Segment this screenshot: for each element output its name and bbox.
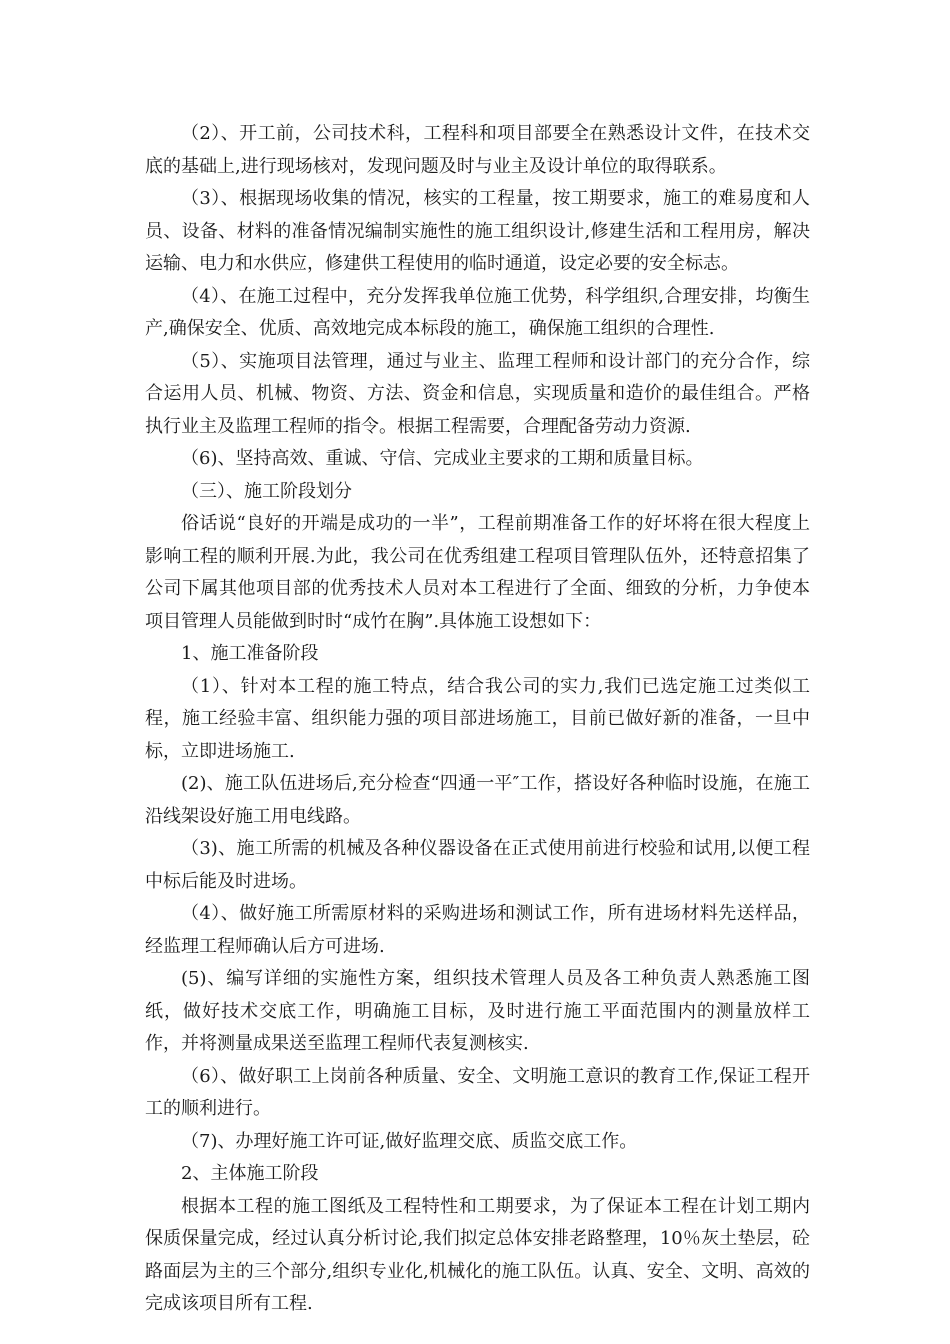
section-heading: （三）、施工阶段划分 — [181, 480, 352, 502]
paragraph: （4）、做好施工所需原材料的采购进场和测试工作，所有进场材料先送样品，经监理工程师确认后方可进场. — [145, 903, 810, 957]
subsection-heading: 1、施工准备阶段 — [181, 643, 319, 664]
paragraph: （5）、实施项目法管理，通过与业主、监理工程师和设计部门的充分合作，综合运用人员、机械、物资、方法、资金和信息，实现质量和造价的最佳组合。严格执行业主及监理工程师的指令。根据工程需要，合理配备劳动力资源. — [145, 350, 810, 437]
paragraph: （4）、在施工过程中，充分发挥我单位施工优势，科学组织,合理安排，均衡生产,确保安全、优质、高效地完成本标段的施工，确保施工组织的合理性. — [145, 285, 810, 339]
paragraph: （1）、针对本工程的施工特点，结合我公司的实力,我们已选定施工过类似工程，施工经验丰富、组织能力强的项目部进场施工，目前已做好新的准备，一旦中标，立即进场施工. — [145, 675, 810, 762]
paragraph: （6）、做好职工上岗前各种质量、安全、文明施工意识的教育工作,保证工程开工的顺利进行。 — [145, 1065, 810, 1119]
paragraph: （3)、施工所需的机械及各种仪器设备在正式使用前进行校验和试用,以便工程中标后能及时进场。 — [145, 838, 810, 892]
paragraph: （2）、开工前，公司技术科，工程科和项目部要全在熟悉设计文件，在技术交底的基础上,进行现场核对，发现问题及时与业主及设计单位的取得联系。 — [145, 123, 810, 177]
document-body — [145, 118, 810, 1321]
paragraph: 根据本工程的施工图纸及工程特性和工期要求，为了保证本工程在计划工期内保质保量完成，经过认真分析讨论,我们拟定总体安排老路整理，10％灰土垫层，砼路面层为主的三个部分,组织专业化,机械化的施工队伍。认真、安全、文明、高效的完成该项目所有工程. — [145, 1195, 810, 1314]
subsection-heading: 2、主体施工阶段 — [181, 1163, 319, 1184]
paragraph: (5)、编写详细的实施性方案，组织技术管理人员及各工种负责人熟悉施工图纸，做好技术交底工作，明确施工目标，及时进行施工平面范围内的测量放样工作，并将测量成果送至监理工程师代表复测核实. — [145, 968, 810, 1054]
paragraph: （7)、办理好施工许可证,做好监理交底、质监交底工作。 — [181, 1130, 638, 1152]
paragraph: （3）、根据现场收集的情况，核实的工程量，按工期要求，施工的难易度和人员、设备、材料的准备情况编制实施性的施工组织设计,修建生活和工程用房，解决运输、电力和水供应，修建供工程使用的临时通道，设定必要的安全标志。 — [145, 188, 810, 274]
paragraph: (2)、施工队伍进场后,充分检查“四通一平″工作，搭设好各种临时设施，在施工沿线架设好施工用电线路。 — [145, 773, 810, 827]
paragraph: （6)、坚持高效、重诚、守信、完成业主要求的工期和质量目标。 — [181, 448, 704, 469]
paragraph: 俗话说“良好的开端是成功的一半”，工程前期准备工作的好坏将在很大程度上影响工程的顺利开展.为此，我公司在优秀组建工程项目管理队伍外，还特意招集了公司下属其他项目部的优秀技术人员对本工程进行了全面、细致的分析，力争使本项目管理人员能做到时时“成竹在胸”.具体施工设想如下： — [145, 513, 810, 632]
